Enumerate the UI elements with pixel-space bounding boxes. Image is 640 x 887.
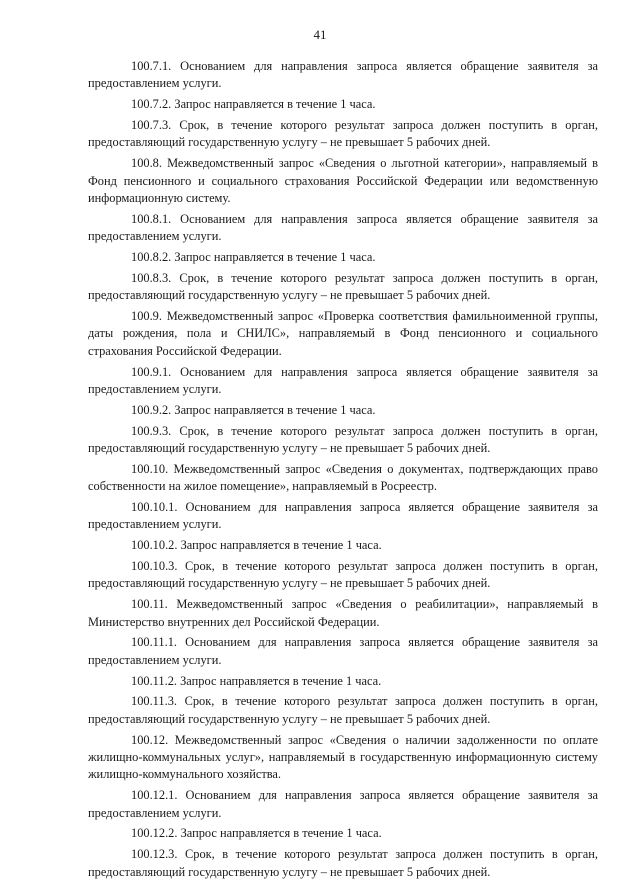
paragraph-100-10-1: 100.10.1. Основанием для направления запроса является обращение заявителя за предоставлением услуги.: [88, 500, 598, 532]
paragraph-100-10: 100.10. Межведомственный запрос «Сведения о документах, подтверждающих право собственности на жилое помещение», направляемый в Росреестр.: [88, 461, 598, 494]
paragraph-100-7-3: 100.7.3. Срок, в течение которого результат запроса должен поступить в орган, предоставляющий государственную услугу – не превышает 5 рабочих дней.: [88, 118, 598, 150]
paragraph-100-12-3: 100.12.3. Срок, в течение которого результат запроса должен поступить в орган, предоставляющий государственную услугу – не превышает 5 рабочих дней.: [88, 847, 598, 879]
paragraph-100-9-3: 100.9.3. Срок, в течение которого результат запроса должен поступить в орган, предоставляющий государственную услугу – не превышает 5 рабочих дней.: [88, 423, 598, 456]
paragraph-100-9-1: 100.9.1. Основанием для направления запроса является обращение заявителя за предоставлением услуги.: [88, 364, 598, 397]
paragraph-100-11: 100.11. Межведомственный запрос «Сведения о реабилитации», направляемый в Министерство внутренних дел Российской Федерации.: [88, 597, 598, 629]
paragraph-100-9: 100.9. Межведомственный запрос «Проверка соответствия фамильноименной группы, даты рождения, пола и СНИЛС», направляемый в Фонд пенсионного и социального страхования Российской Федерации.: [88, 309, 598, 358]
paragraph-100-8: 100.8. Межведомственный запрос «Сведения о льготной категории», направляемый в Фонд пенсионного и социального страхования Российской Федерации или ведомственную информационную систему.: [88, 156, 598, 206]
paragraph-100-12-2: 100.12.2. Запрос направляется в течение 1 часа.: [131, 826, 382, 841]
paragraph-100-11-1: 100.11.1. Основанием для направления запроса является обращение заявителя за предоставлением услуги.: [88, 635, 598, 667]
page-number: 41: [313, 27, 327, 42]
paragraph-100-8-3: 100.8.3. Срок, в течение которого результат запроса должен поступить в орган, предоставляющий государственную услугу – не превышает 5 рабочих дней.: [88, 270, 598, 303]
paragraph-100-9-2: 100.9.2. Запрос направляется в течение 1 часа.: [131, 402, 376, 417]
paragraph-100-10-2: 100.10.2. Запрос направляется в течение 1 часа.: [131, 538, 382, 553]
paragraph-100-8-2: 100.8.2. Запрос направляется в течение 1 часа.: [131, 250, 376, 265]
paragraph-100-8-1: 100.8.1. Основанием для направления запроса является обращение заявителя за предоставлением услуги.: [88, 211, 598, 244]
paragraph-100-10-3: 100.10.3. Срок, в течение которого результат запроса должен поступить в орган, предоставляющий государственную услугу – не превышает 5 рабочих дней.: [88, 559, 598, 591]
paragraph-100-7-1: 100.7.1. Основанием для направления запроса является обращение заявителя за предоставлением услуги.: [88, 59, 598, 91]
paragraph-100-11-2: 100.11.2. Запрос направляется в течение 1 часа.: [131, 673, 382, 688]
paragraph-100-11-3: 100.11.3. Срок, в течение которого результат запроса должен поступить в орган, предоставляющий государственную услугу – не превышает 5 рабочих дней.: [88, 694, 598, 726]
paragraph-100-7-2: 100.7.2. Запрос направляется в течение 1 часа.: [131, 97, 376, 112]
paragraph-100-12-1: 100.12.1. Основанием для направления запроса является обращение заявителя за предоставлением услуги.: [88, 788, 598, 820]
paragraph-100-12: 100.12. Межведомственный запрос «Сведения о наличии задолженности по оплате жилищно-коммунальных услуг», направляемый в государственную информационную систему жилищно-коммунального хозяйства.: [88, 732, 598, 782]
document-body: [88, 58, 598, 884]
